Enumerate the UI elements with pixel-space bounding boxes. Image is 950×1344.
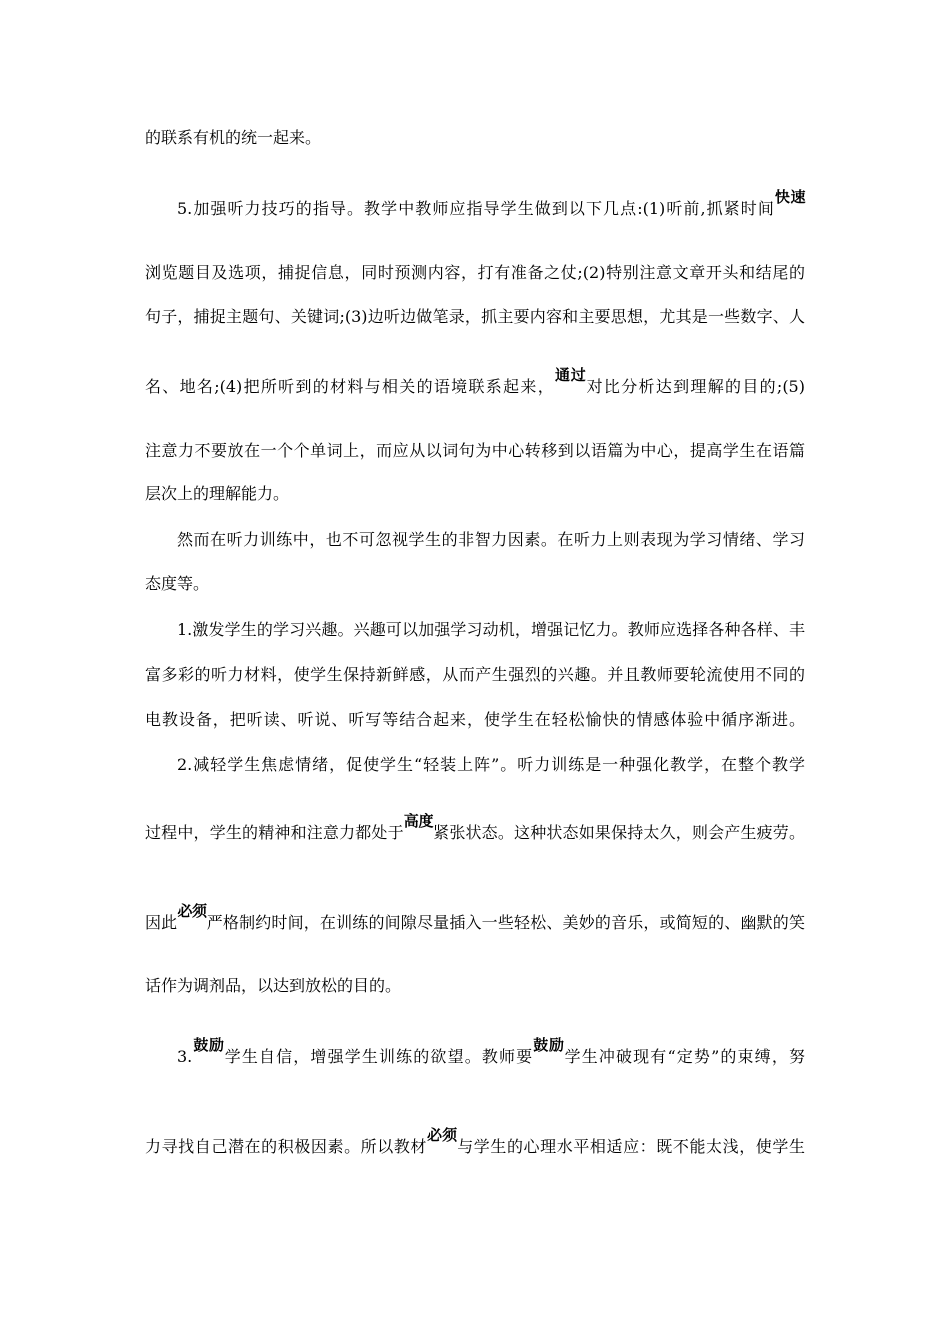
text-line: 5.加强听力技巧的指导。教学中教师应指导学生做到以下几点:(1)听前,抓紧时间快速 <box>177 188 805 218</box>
text-line: 态度等。 <box>145 574 210 593</box>
text-line: 3.鼓励学生自信，增强学生训练的欲望。教师要鼓励学生冲破现有“定势”的束缚，努 <box>177 1036 805 1066</box>
text-line: 电教设备，把听读、听说、听写等结合起来，使学生在轻松愉快的情感体验中循序渐进。 <box>145 710 805 729</box>
inserted-word: 高度 <box>403 812 434 830</box>
text-line: 富多彩的听力材料，使学生保持新鲜感，从而产生强烈的兴趣。并且教师要轮流使用不同的 <box>145 665 805 684</box>
text-line: 的联系有机的统一起来。 <box>145 128 322 147</box>
inserted-word: 必须 <box>427 1126 458 1144</box>
text-line: 然而在听力训练中，也不可忽视学生的非智力因素。在听力上则表现为学习情绪、学习 <box>177 530 805 549</box>
text-line: 名、地名;(4)把所听到的材料与相关的语境联系起来，通过对比分析达到理解的目的;(5) <box>145 366 805 396</box>
text-line: 力寻找自己潜在的积极因素。所以教材必须与学生的心理水平相适应：既不能太浅，使学生 <box>145 1126 805 1156</box>
inserted-word: 鼓励 <box>192 1036 225 1054</box>
text-line: 2.减轻学生焦虑情绪，促使学生“轻装上阵”。听力训练是一种强化教学，在整个教学 <box>177 755 805 774</box>
inserted-word: 通过 <box>555 366 587 384</box>
text-line: 层次上的理解能力。 <box>145 484 290 503</box>
inserted-word: 鼓励 <box>533 1036 565 1054</box>
inserted-word: 快速 <box>774 188 805 206</box>
text-line: 话作为调剂品，以达到放松的目的。 <box>145 976 402 995</box>
text-line: 句子，捕捉主题句、关键词;(3)边听边做笔录，抓主要内容和主要思想，尤其是一些数字、人 <box>145 307 805 326</box>
text-line: 因此必须严格制约时间，在训练的间隙尽量插入一些轻松、美妙的音乐，或简短的、幽默的笑 <box>145 902 805 932</box>
text-line: 过程中，学生的精神和注意力都处于高度紧张状态。这种状态如果保持太久，则会产生疲劳。 <box>145 812 805 842</box>
inserted-word: 必须 <box>177 902 207 920</box>
text-line: 浏览题目及选项，捕捉信息，同时预测内容，打有准备之仗;(2)特别注意文章开头和结尾的 <box>145 263 805 282</box>
text-line: 1.激发学生的学习兴趣。兴趣可以加强学习动机，增强记忆力。教师应选择各种各样、丰 <box>177 620 805 639</box>
text-line: 注意力不要放在一个个单词上，而应从以词句为中心转移到以语篇为中心，提高学生在语篇 <box>145 441 805 460</box>
